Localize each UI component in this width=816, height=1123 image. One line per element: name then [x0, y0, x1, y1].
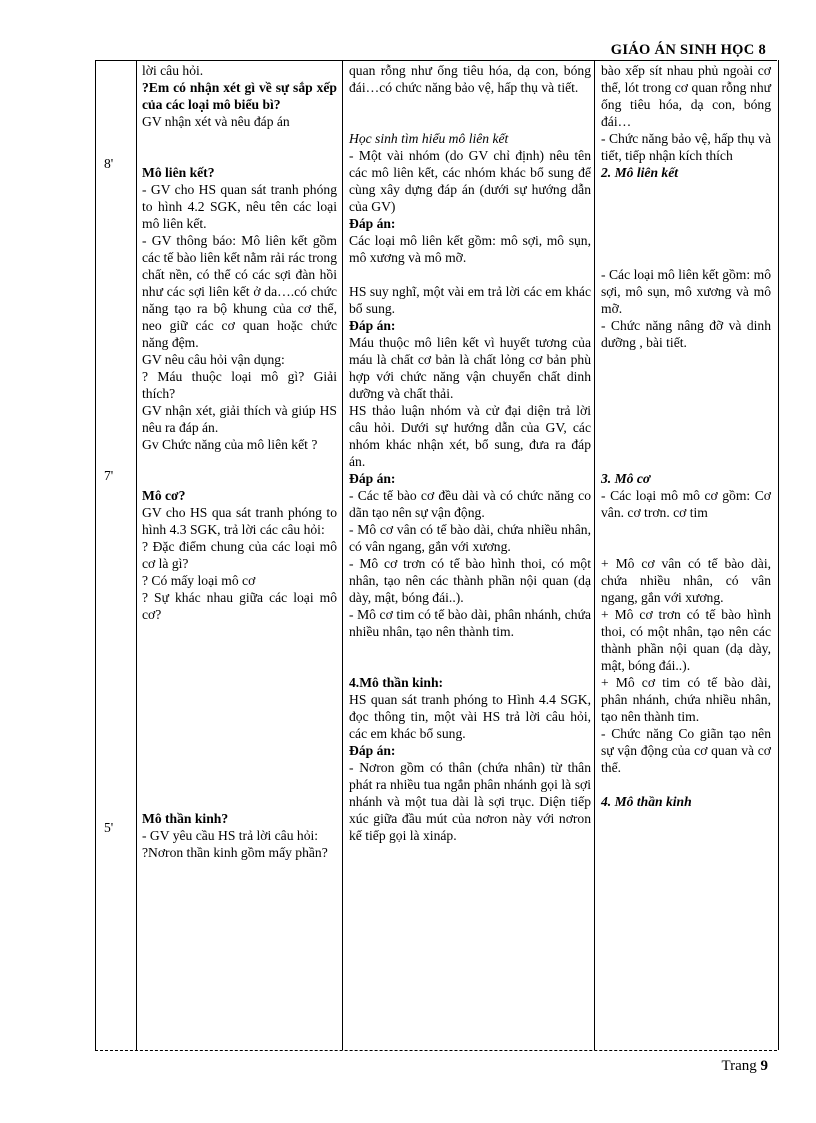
student-activity-column — [349, 62, 591, 844]
text-line: - Mô cơ tim có tế bào dài, phân nhánh, chứa nhiều nhân, tạo nên thành tim. — [349, 607, 591, 639]
text-line: GV cho HS qua sát tranh phóng to hình 4.3 SGK, trả lời các câu hỏi: — [142, 505, 337, 537]
text-line: ? Máu thuộc loại mô gì? Giải thích? — [142, 369, 337, 401]
text-line: - Nơron gồm có thân (chứa nhân) từ thân phát ra nhiều tua ngắn phân nhánh gọi là sợi nhánh và một tua dài là sợi trục. Diện tiếp xúc giữa đầu mút của nơron này với nơron kế tiếp gọi là xináp. — [349, 760, 591, 843]
text-line: GV nhận xét, giải thích và giúp HS nêu ra đáp án. — [142, 403, 337, 435]
text-line: - Một vài nhóm (do GV chỉ định) nêu tên các mô liên kết, các nhóm khác bổ sung để cùng xây dựng đáp án (dưới sự hướng dẫn của GV) — [349, 148, 591, 214]
content-column — [601, 62, 771, 810]
column-divider — [342, 60, 343, 1050]
text-line: Máu thuộc mô liên kết vì huyết tương của máu là chất cơ bản là chất lỏng cơ bản phù hợp với chức năng vận chuyển chất dinh dưỡng và chất thải. — [349, 335, 591, 401]
text-line: Gv Chức năng của mô liên kết ? — [142, 437, 318, 452]
text-line: ? Có mấy loại mô cơ — [142, 573, 256, 588]
page-header: GIÁO ÁN SINH HỌC 8 — [610, 42, 766, 58]
section-heading: Mô cơ? — [142, 488, 186, 503]
page-footer — [721, 1058, 768, 1075]
answer-label: Đáp án: — [349, 471, 396, 486]
text-line: - Chức năng Co giãn tạo nên sự vận động của cơ quan và cơ thể. — [601, 726, 771, 775]
text-line: - Mô cơ vân có tế bào dài, chứa nhiều nhân, có vân ngang, gắn với xương. — [349, 522, 591, 554]
text-line: lời câu hỏi. — [142, 63, 204, 78]
text-line: - GV yêu cầu HS trả lời câu hỏi: — [142, 828, 319, 843]
lesson-table — [95, 60, 779, 1050]
question-text: ?Em có nhận xét gì về sự sắp xếp của các loại mô biểu bì? — [142, 80, 337, 112]
text-line: GV nêu câu hỏi vận dụng: — [142, 352, 285, 367]
text-line: bào xếp sít nhau phủ ngoài cơ thể, lót trong cơ quan rỗng như ống tiêu hóa, dạ con, bóng đái… — [601, 63, 771, 129]
text-line: Các loại mô liên kết gồm: mô sợi, mô sụn, mô xương và mô mỡ. — [349, 233, 591, 265]
text-line: HS thảo luận nhóm và cử đại diện trả lời câu hỏi. Dưới sự hướng dẫn của GV, các nhóm khác nhận xét, bổ sung, đưa ra đáp án. — [349, 403, 591, 469]
text-line: ?Nơron thần kinh gồm mấy phần? — [142, 845, 328, 860]
section-heading: Học sinh tìm hiểu mô liên kết — [349, 131, 509, 146]
section-heading: 3. Mô cơ — [601, 471, 651, 486]
time-label: 8' — [104, 156, 114, 171]
answer-label: Đáp án: — [349, 743, 396, 758]
section-heading: 4. Mô thần kinh — [601, 794, 692, 809]
time-label: 5' — [104, 820, 114, 835]
section-heading: Mô thần kinh? — [142, 811, 229, 826]
teacher-activity-column — [142, 62, 337, 861]
time-label: 7' — [104, 468, 114, 483]
section-heading: 4.Mô thần kinh: — [349, 675, 444, 690]
text-line: GV nhận xét và nêu đáp án — [142, 114, 290, 129]
text-line: HS suy nghĩ, một vài em trả lời các em khác bổ sung. — [349, 284, 591, 316]
text-line: + Mô cơ tim có tế bào dài, phân nhánh, chứa nhiều nhân, tạo nên thành tim. — [601, 675, 771, 724]
answer-label: Đáp án: — [349, 318, 396, 333]
text-line: ? Sự khác nhau giữa các loại mô cơ? — [142, 590, 337, 622]
text-line: - Chức năng bảo vệ, hấp thụ và tiết, tiếp nhận kích thích — [601, 131, 771, 163]
text-line: - Các loại mô mô cơ gồm: Cơ vân. cơ trơn. cơ tim — [601, 488, 771, 520]
text-line: quan rỗng như ống tiêu hóa, dạ con, bóng đái…có chức năng bảo vệ, hấp thụ và tiết. — [349, 63, 591, 95]
text-line: + Mô cơ vân có tế bào dài, chứa nhiều nhân, có vân ngang, gắn với xương. — [601, 556, 771, 605]
text-line: - GV cho HS quan sát tranh phóng to hình 4.2 SGK, nêu tên các loại mô liên kết. — [142, 182, 337, 231]
text-line: - Chức năng nâng đỡ và dinh dưỡng , bài tiết. — [601, 318, 771, 350]
text-line: ? Đặc điểm chung của các loại mô cơ là gì? — [142, 539, 337, 571]
text-line: - Các tế bào cơ đều dài và có chức năng co dãn tạo nên sự vận động. — [349, 488, 591, 520]
page-number: 9 — [760, 1058, 768, 1074]
text-line: HS quan sát tranh phóng to Hình 4.4 SGK, đọc thông tin, một vài HS trả lời câu hỏi, các em khác bổ sung. — [349, 692, 591, 741]
section-heading: 2. Mô liên kết — [601, 165, 679, 180]
answer-label: Đáp án: — [349, 216, 396, 231]
text-line: + Mô cơ trơn có tế bào hình thoi, có một nhân, tạo nên các thành phần nội quan (dạ dày, mật, bóng đái..). — [601, 607, 771, 673]
text-line: - GV thông báo: Mô liên kết gồm các tế bào liên kết nằm rải rác trong chất nền, có thể có các sợi đàn hồi như các sợi liên kết ở da….có chức năng tạo ra bộ khung của cơ thể, neo giữ các cơ quan hoặc chức năng đệm. — [142, 233, 337, 350]
page-label: Trang — [721, 1058, 757, 1074]
column-divider — [136, 60, 137, 1050]
text-line: - Mô cơ trơn có tế bào hình thoi, có một nhân, tạo nên các thành phần nội quan (dạ dày, mật, bóng đái..). — [349, 556, 591, 605]
table-bottom-border — [95, 1050, 777, 1051]
column-divider — [594, 60, 595, 1050]
text-line: - Các loại mô liên kết gồm: mô sợi, mô sụn, mô xương và mô mỡ. — [601, 267, 771, 316]
section-heading: Mô liên kết? — [142, 165, 215, 180]
